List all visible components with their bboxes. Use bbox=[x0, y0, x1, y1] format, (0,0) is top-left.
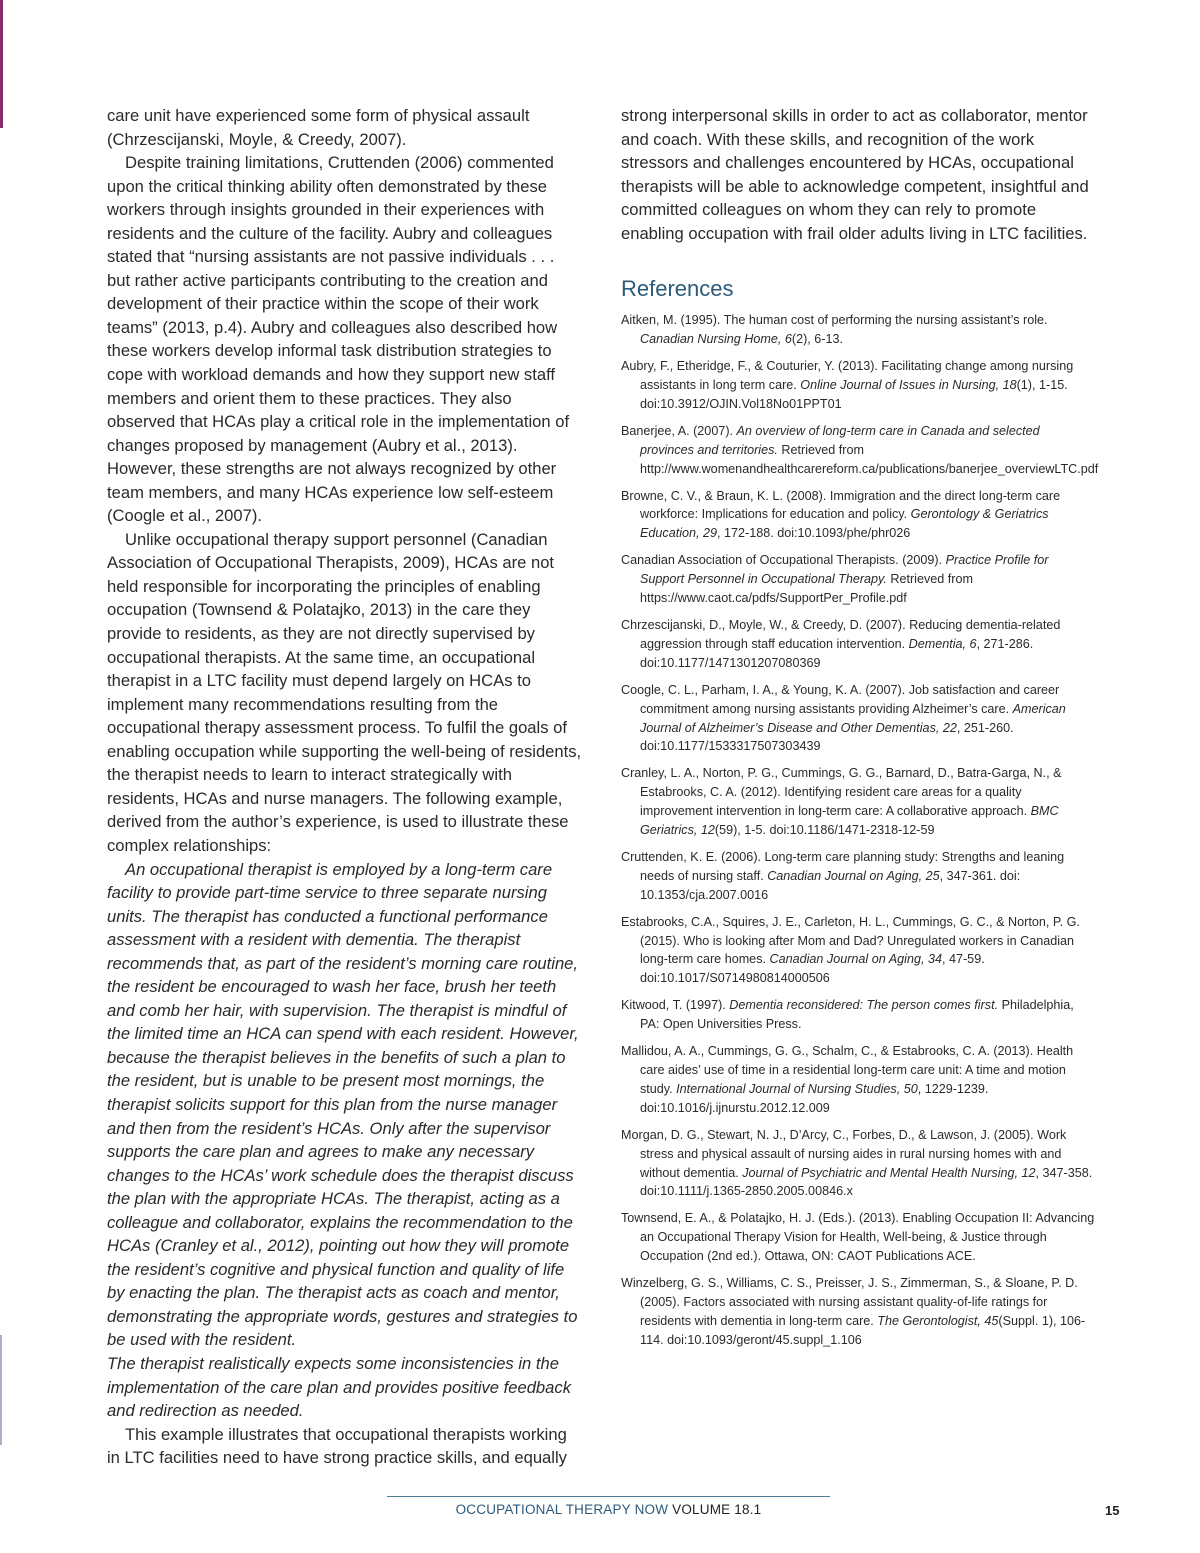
page-number: 15 bbox=[1105, 1503, 1120, 1518]
reference-item bbox=[621, 764, 1096, 840]
reference-source: An overview of long-term care in Canada and selected provinces and territories. bbox=[640, 423, 1040, 457]
paragraph: Despite training limitations, Cruttenden (2006) commented upon the critical thinking ability often demonstrated by these workers through insights grounded in their experiences with residents and the culture of the facility. Aubry and colleagues stated that “nursing assistants are not passive individuals . . . but rather active participants contributing to the creation and development of their practice within the scope of their work teams” (2013, p.4). Aubry and colleagues also described how these workers develop informal task distribution strategies to cope with workload demands and how they support new staff members and orient them to these practices. They also observed that HCAs play a critical role in the implementation of changes proposed by management (Aubry et al., 2013). However, these strengths are not always recognized by other team members, and many HCAs experience low self-esteem (Coogle et al., 2007). bbox=[107, 153, 570, 526]
reference-text: , 271-286. doi:10.1177/1471301207080369 bbox=[640, 636, 1034, 670]
reference-source: International Journal of Nursing Studies, 50 bbox=[676, 1081, 918, 1096]
reference-text: (Suppl. 1), 106-114. doi:10.1093/geront/45.suppl_1.106 bbox=[640, 1313, 1086, 1347]
reference-text: Philadelphia, PA: Open Universities Press. bbox=[640, 998, 1074, 1032]
reference-text: Aitken, M. (1995). The human cost of performing the nursing assistant’s role. bbox=[621, 313, 1048, 328]
reference-source: Dementia reconsidered: The person comes first. bbox=[729, 998, 999, 1013]
reference-text: Mallidou, A. A., Cummings, G. G., Schalm, C., & Estabrooks, C. A. (2013). Health care aides’ use of time in a residential long-term care unit: A time and motion study. bbox=[621, 1044, 1074, 1096]
reference-source: Online Journal of Issues in Nursing, 18 bbox=[800, 378, 1017, 392]
footer-journal-title bbox=[387, 1502, 830, 1517]
reference-text: Kitwood, T. (1997). bbox=[621, 998, 730, 1013]
example-paragraph: The therapist realistically expects some inconsistencies in the implementation of the care plan and provides positive feedback and redirection as needed. bbox=[107, 1353, 571, 1421]
reference-text: Aubry, F., Etheridge, F., & Couturier, Y. (2013). Facilitating change among nursing assistants in long term care. bbox=[621, 359, 1074, 392]
references-heading: References bbox=[621, 276, 734, 302]
reference-source: Dementia, 6 bbox=[908, 636, 977, 651]
reference-text: Browne, C. V., & Braun, K. L. (2008). Immigration and the direct long-term care workforce: Implications for education and policy. bbox=[621, 488, 1061, 522]
journal-volume: VOLUME 18.1 bbox=[668, 1502, 762, 1517]
paragraph: Unlike occupational therapy support personnel (Canadian Association of Occupational Therapists, 2009), HCAs are not held responsible for incorporating the principles of enabling occupation (Townsend & Polatajko, 2013) in the care they provide to residents, as they are not directly supervised by occupational therapists. At the same time, an occupational therapist in a LTC facility must depend largely on HCAs to implement many recommendations resulting from the occupational therapy assessment process. To fulfil the goals of enabling occupation while supporting the well-being of residents, the therapist needs to learn to interact strategically with residents, HCAs and nurse managers. The following example, derived from the author’s experience, is used to illustrate these complex relationships: bbox=[107, 529, 582, 855]
paragraph: This example illustrates that occupational therapists working in LTC facilities need to have strong practice skills, and equally bbox=[107, 1424, 567, 1468]
reference-text: Cranley, L. A., Norton, P. G., Cummings, G. G., Barnard, D., Batra-Garga, N., & Estabrooks, C. A. (2012). Identifying resident care areas for a quality improvement intervention in long-term care: A collaborative approach. bbox=[621, 766, 1062, 819]
reference-text: (1), 1-15. doi:10.3912/OJIN.Vol18No01PPT01 bbox=[640, 378, 1068, 411]
reference-text: Retrieved from https://www.caot.ca/pdfs/SupportPer_Profile.pdf bbox=[640, 572, 973, 606]
reference-source: Canadian Journal on Aging, 25 bbox=[767, 868, 940, 883]
reference-item bbox=[621, 681, 1096, 757]
reference-text: Morgan, D. G., Stewart, N. J., D’Arcy, C., Forbes, D., & Lawson, J. (2005). Work stress and physical assault of nursing aides in rural nursing homes with and without dementia. bbox=[621, 1127, 1067, 1180]
reference-source: Canadian Nursing Home, 6 bbox=[640, 332, 792, 347]
reference-source: Canadian Journal on Aging, 34 bbox=[769, 952, 942, 967]
right-text-column bbox=[621, 104, 1099, 1358]
page-edge-accent-lower bbox=[0, 1335, 2, 1445]
reference-item bbox=[621, 1042, 1096, 1118]
reference-source: Practice Profile for Support Personnel in Occupational Therapy. bbox=[640, 553, 1049, 587]
reference-text: , 347-358. doi:10.1111/j.1365-2850.2005.00846.x bbox=[640, 1165, 1093, 1199]
journal-name: OCCUPATIONAL THERAPY NOW bbox=[455, 1502, 669, 1517]
reference-text: Chrzescijanski, D., Moyle, W., & Creedy, D. (2007). Reducing dementia-related aggression through staff education intervention. bbox=[621, 617, 1061, 651]
reference-item bbox=[621, 357, 1096, 414]
reference-text: Retrieved from http://www.womenandhealthcarereform.ca/publications/banerjee_overviewLTC.pdf bbox=[640, 442, 1099, 476]
example-paragraph: An occupational therapist is employed by a long-term care facility to provide part-time service to three separate nursing units. The therapist has conducted a functional performance assessment with a resident with dementia. The therapist recommends that, as part of the resident’s morning care routine, the resident be encouraged to wash her face, brush her teeth and comb her hair, with supervision. The therapist is mindful of the limited time an HCA can spend with each resident. However, because the therapist believes in the benefits of such a plan to the resident, but is unable to be present most mornings, the therapist solicits support for this plan from the nurse manager and then from the resident’s HCAs. Only after the supervisor supports the care plan and agrees to make any necessary changes to the HCAs’ work schedule does the therapist discuss the plan with the appropriate HCAs. The therapist, acting as a colleague and collaborator, explains the recommendation to the HCAs (Cranley et al., 2012), pointing out how they will promote the resident’s cognitive and physical function and quality of life by enacting the plan. The therapist acts as coach and mentor, demonstrating the appropriate words, gestures and strategies to be used with the resident. bbox=[107, 859, 579, 1350]
reference-text: , 47-59. doi:10.1017/S0714980814000506 bbox=[640, 952, 985, 986]
reference-source: BMC Geriatrics, 12 bbox=[640, 804, 1059, 838]
reference-text: , 1229-1239. doi:10.1016/j.ijnurstu.2012.12.009 bbox=[640, 1081, 989, 1115]
reference-item bbox=[621, 848, 1096, 905]
reference-text: Canadian Association of Occupational Therapists. (2009). bbox=[621, 553, 946, 568]
reference-item bbox=[621, 1126, 1096, 1202]
reference-text: Estabrooks, C.A., Squires, J. E., Carleton, H. L., Cummings, G. C., & Norton, P. G. (2015). Who is looking after Mom and Dad? Unregulated workers in Canadian long-term care homes. bbox=[621, 914, 1080, 967]
paragraph: strong interpersonal skills in order to act as collaborator, mentor and coach. With these skills, and recognition of the work stressors and challenges encountered by HCAs, occupational therapists will be able to acknowledge competent, insightful and committed colleagues on whom they can rely to promote enabling occupation with frail older adults living in LTC facilities. bbox=[621, 106, 1089, 243]
reference-source: Gerontology & Geriatrics Education, 29 bbox=[640, 507, 1049, 541]
reference-source: Journal of Psychiatric and Mental Health Nursing, 12 bbox=[742, 1165, 1036, 1180]
reference-text: (2), 6-13. bbox=[791, 332, 844, 347]
left-text-column bbox=[107, 104, 582, 1470]
references-list bbox=[621, 311, 1099, 1349]
reference-item bbox=[621, 422, 1099, 479]
reference-item bbox=[621, 1209, 1096, 1266]
reference-text: Winzelberg, G. S., Williams, C. S., Preisser, J. S., Zimmerman, S., & Sloane, P. D. (2005). Factors associated with nursing assistant quality-of-life ratings for residents with dementia in long-term care. bbox=[621, 1276, 1078, 1328]
reference-text: , 172-188. doi:10.1093/phe/phr026 bbox=[717, 526, 911, 541]
reference-text: Townsend, E. A., & Polatajko, H. J. (Eds.). (2013). Enabling Occupation II: Advancing an Occupational Therapy Vision for Health, Well-being, & Justice through Occupation (2nd ed.). Ottawa, ON: CAOT Publications ACE. bbox=[621, 1211, 1095, 1264]
reference-item bbox=[621, 551, 1096, 608]
reference-item bbox=[621, 913, 1096, 989]
reference-text: (59), 1-5. doi:10.1186/1471-2318-12-59 bbox=[714, 823, 935, 838]
paragraph: care unit have experienced some form of physical assault (Chrzescijanski, Moyle, & Creedy, 2007). bbox=[107, 106, 530, 149]
reference-item bbox=[621, 487, 1096, 544]
reference-text: Cruttenden, K. E. (2006). Long-term care planning study: Strengths and leaning needs of nursing staff. bbox=[621, 849, 1065, 883]
reference-text: , 251-260. doi:10.1177/1533317507303439 bbox=[640, 720, 1014, 754]
footer-divider bbox=[387, 1496, 830, 1497]
reference-text: Banerjee, A. (2007). bbox=[621, 423, 737, 438]
reference-text: Coogle, C. L., Parham, I. A., & Young, K. A. (2007). Job satisfaction and career commitment among nursing assistants providing Alzheimer’s care. bbox=[621, 682, 1060, 716]
reference-text: , 347-361. doi: 10.1353/cja.2007.0016 bbox=[640, 868, 1021, 902]
reference-source: The Gerontologist, 45 bbox=[877, 1313, 999, 1328]
reference-item bbox=[621, 616, 1096, 673]
page-edge-accent bbox=[0, 0, 3, 128]
reference-source: American Journal of Alzheimer’s Disease and Other Dementias, 22 bbox=[640, 701, 1066, 735]
reference-item bbox=[621, 996, 1096, 1034]
reference-item bbox=[621, 311, 1096, 349]
reference-item bbox=[621, 1274, 1096, 1350]
